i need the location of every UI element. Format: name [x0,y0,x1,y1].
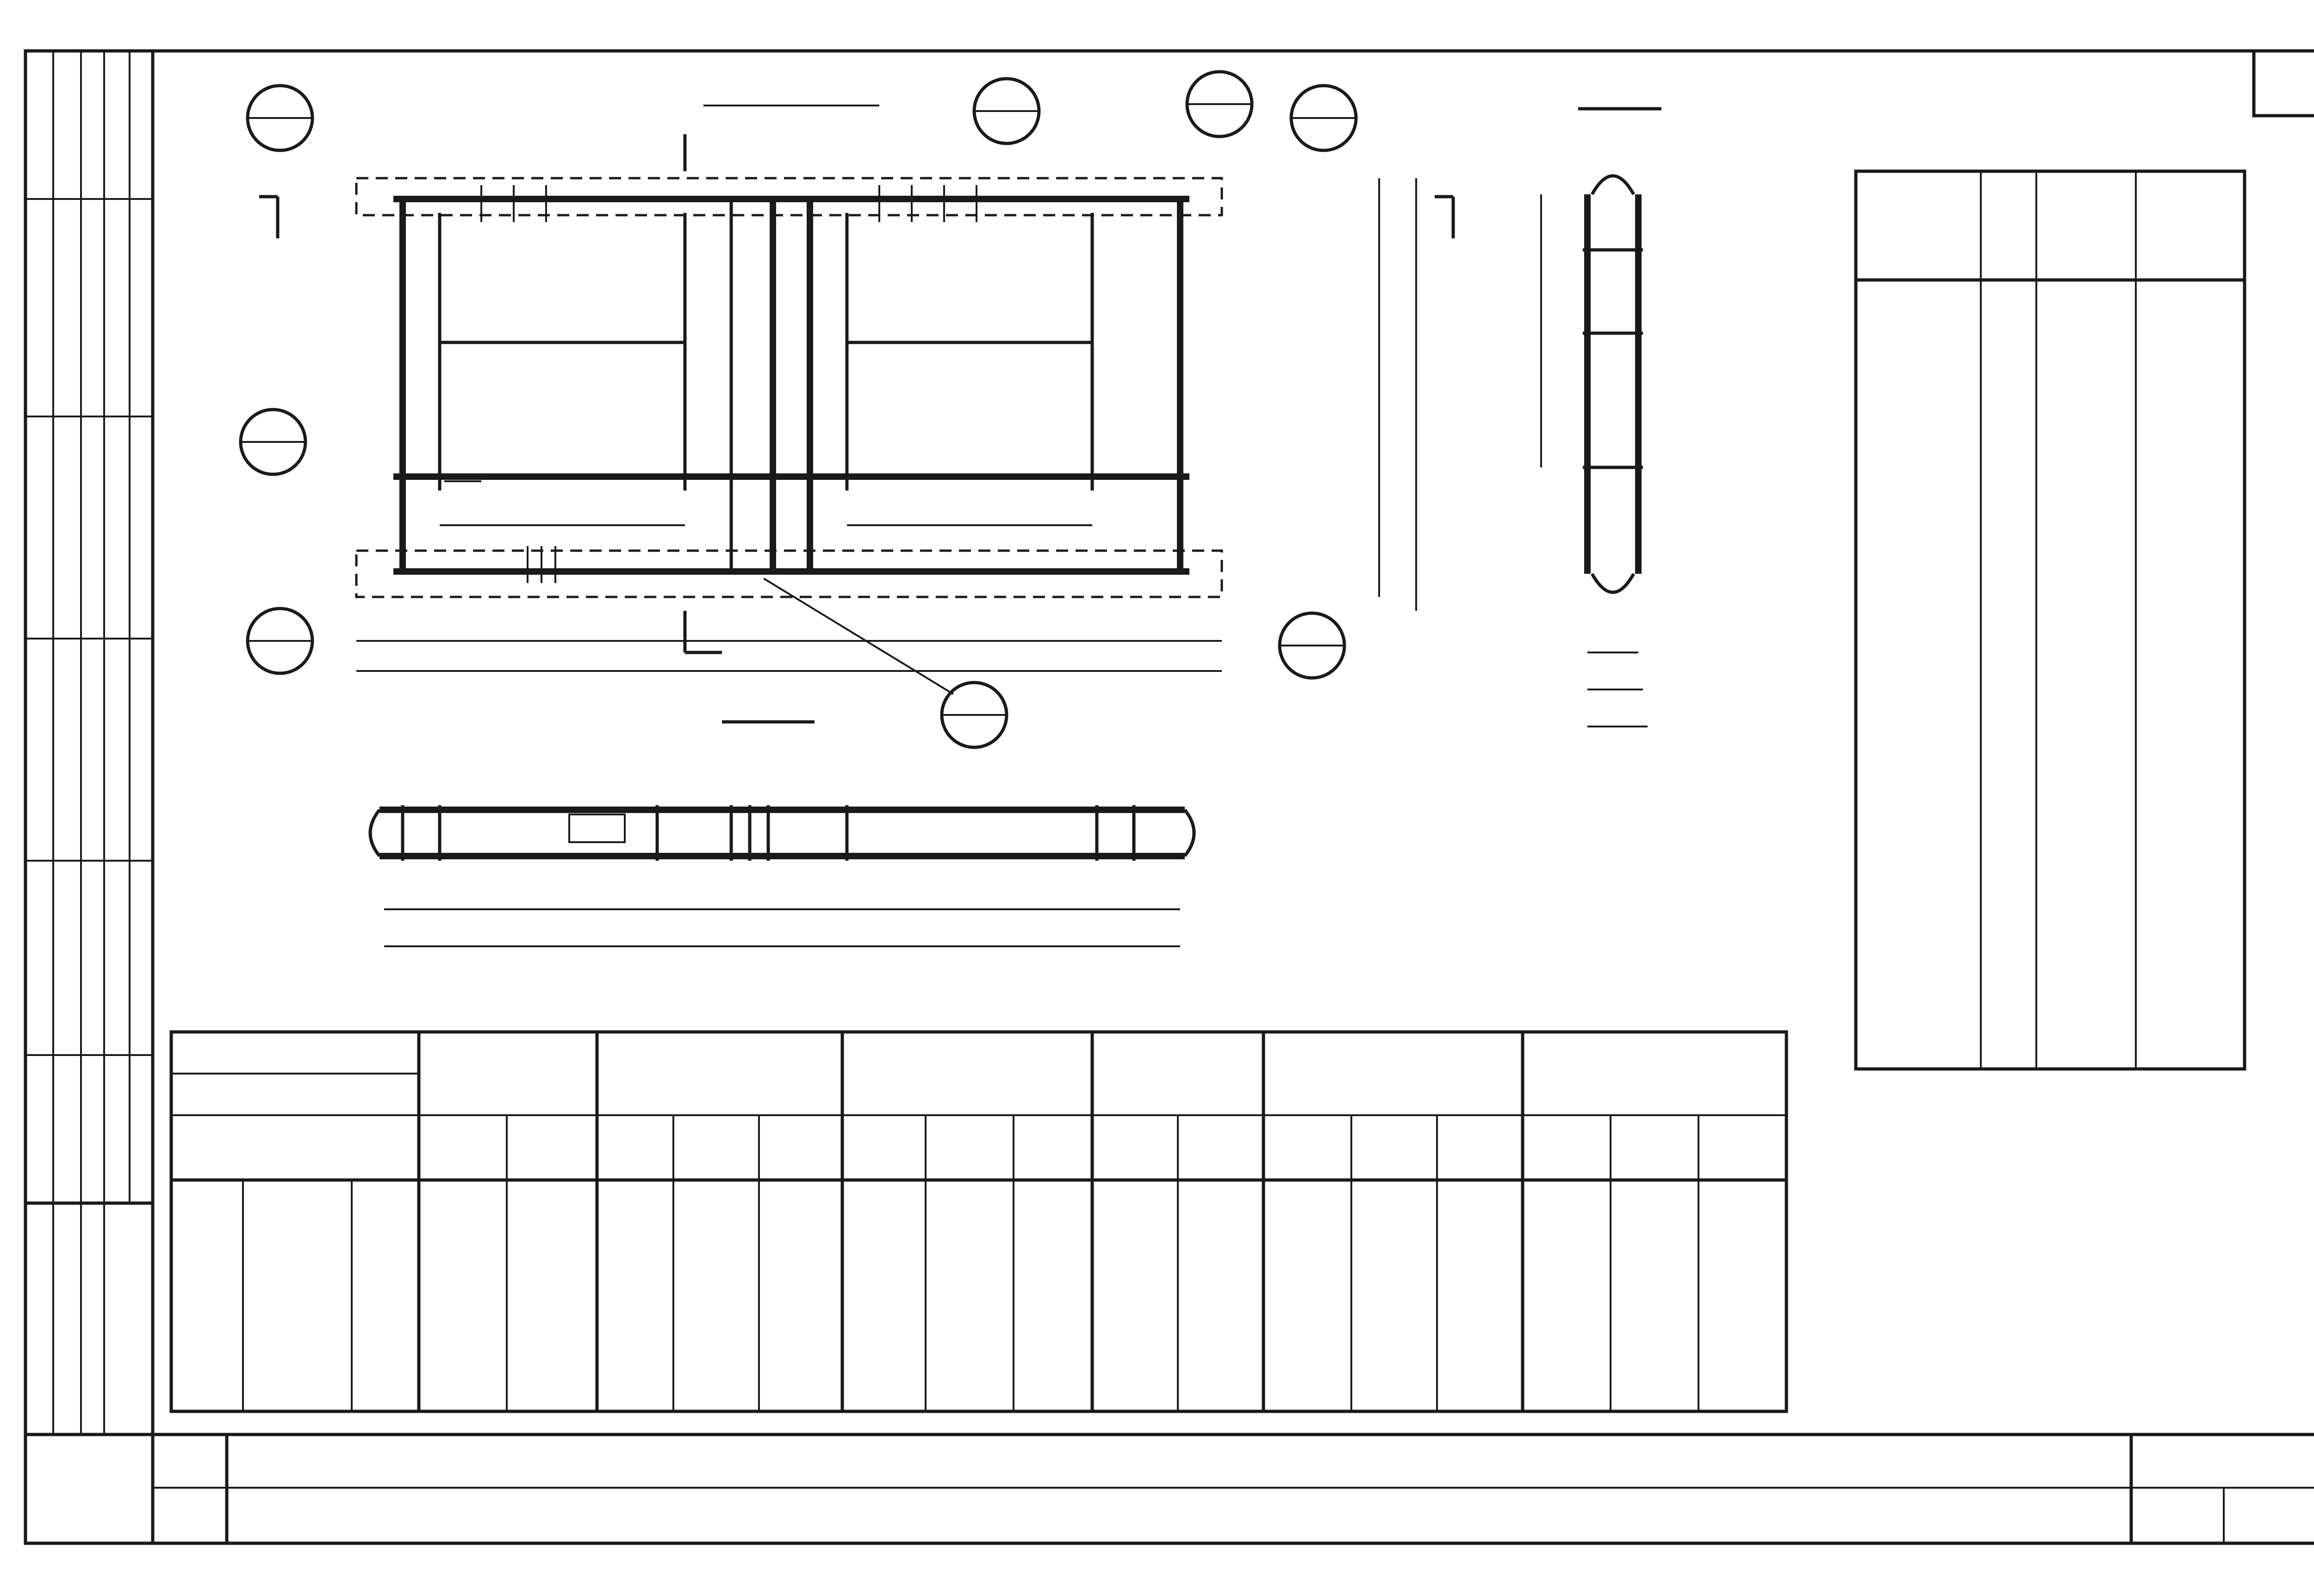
title-block [153,1435,2314,1543]
spec-table [1856,171,2245,1069]
approval-stamp [25,51,153,1543]
ref-bubble-2-33-a [248,609,312,673]
ref-bubble-17-52 [1187,72,1252,137]
section-2-2 [1541,109,1661,727]
ref-bubble-1-33-a [248,86,312,150]
sheet-frame [153,51,2314,1543]
steel-table [171,1032,1786,1411]
ref-bubble-1-33-b [1291,86,1356,150]
ref-bubble-5-39 [974,79,1039,143]
front-view [241,72,1453,747]
ref-bubble-25-24 [241,410,305,474]
plan-view [370,805,1194,946]
ref-bubble-2-33-b [1280,613,1344,678]
